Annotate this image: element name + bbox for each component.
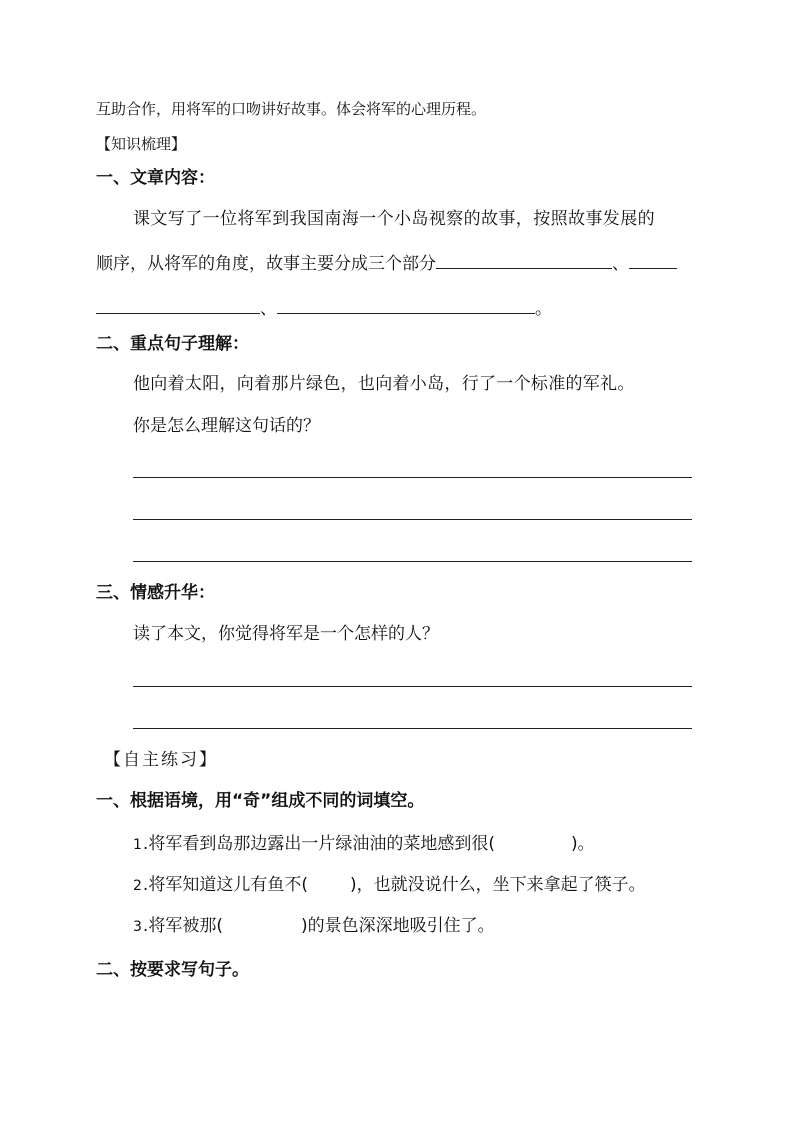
item-number: 1 [133, 837, 143, 853]
item-text-after: )。 [570, 834, 595, 854]
section1-line2 [96, 252, 677, 273]
item-number: 3 [133, 919, 143, 935]
answer-line-2a[interactable] [133, 477, 692, 478]
intro-line: 互助合作，用将军的口吻讲好故事。体会将军的心理历程。 [96, 100, 487, 118]
item-text-after: )，也就没说什么，坐下来拿起了筷子。 [349, 875, 646, 895]
item-text-before: .将军看到岛那边露出一片绿油油的菜地感到很( [142, 834, 495, 854]
item-text-after: )的景色深深地吸引住了。 [300, 916, 495, 936]
answer-line-3b[interactable] [133, 728, 692, 729]
practice-heading: 【自主练习】 [104, 750, 218, 770]
key-sentence-quote: 他向着太阳，向着那片绿色，也向着小岛，行了一个标准的军礼。 [133, 374, 635, 394]
exercise1-heading: 一、根据语境，用“奇”组成不同的词填空。 [96, 791, 425, 811]
section3-question: 读了本文，你觉得将军是一个怎样的人？ [133, 624, 439, 644]
section1-line1: 课文写了一位将军到我国南海一个小岛视察的故事，按照故事发展的 [133, 209, 655, 229]
answer-line-3a[interactable] [133, 686, 692, 687]
exercise2-heading: 二、按要求写句子。 [96, 960, 249, 980]
answer-blank-part2-start[interactable] [629, 252, 677, 269]
separator-1: 、 [612, 254, 629, 274]
section1-line3 [96, 297, 552, 318]
exercise1-item [133, 918, 495, 935]
exercise1-item [133, 836, 595, 853]
item-text-before: .将军知道这儿有鱼不( [142, 875, 308, 895]
knowledge-heading: 【知识梳理】 [96, 135, 187, 153]
answer-line-2c[interactable] [133, 561, 692, 562]
exercise1-item [133, 877, 646, 894]
answer-blank-part2-end[interactable] [96, 297, 260, 314]
answer-blank-part3[interactable] [277, 297, 535, 314]
item-number: 2 [133, 878, 143, 894]
end-mark: 。 [535, 299, 552, 319]
answer-blank-part1[interactable] [436, 252, 612, 269]
separator-2: 、 [260, 299, 277, 319]
item-text-before: .将军被那( [142, 916, 223, 936]
section2-question: 你是怎么理解这句话的？ [133, 416, 320, 436]
answer-line-2b[interactable] [133, 519, 692, 520]
section2-heading: 二、重点句子理解： [96, 334, 249, 354]
section1-heading: 一、文章内容： [96, 168, 215, 188]
section1-line2-text: 顺序，从将军的角度，故事主要分成三个部分 [96, 254, 436, 274]
section3-heading: 三、情感升华： [96, 583, 215, 603]
